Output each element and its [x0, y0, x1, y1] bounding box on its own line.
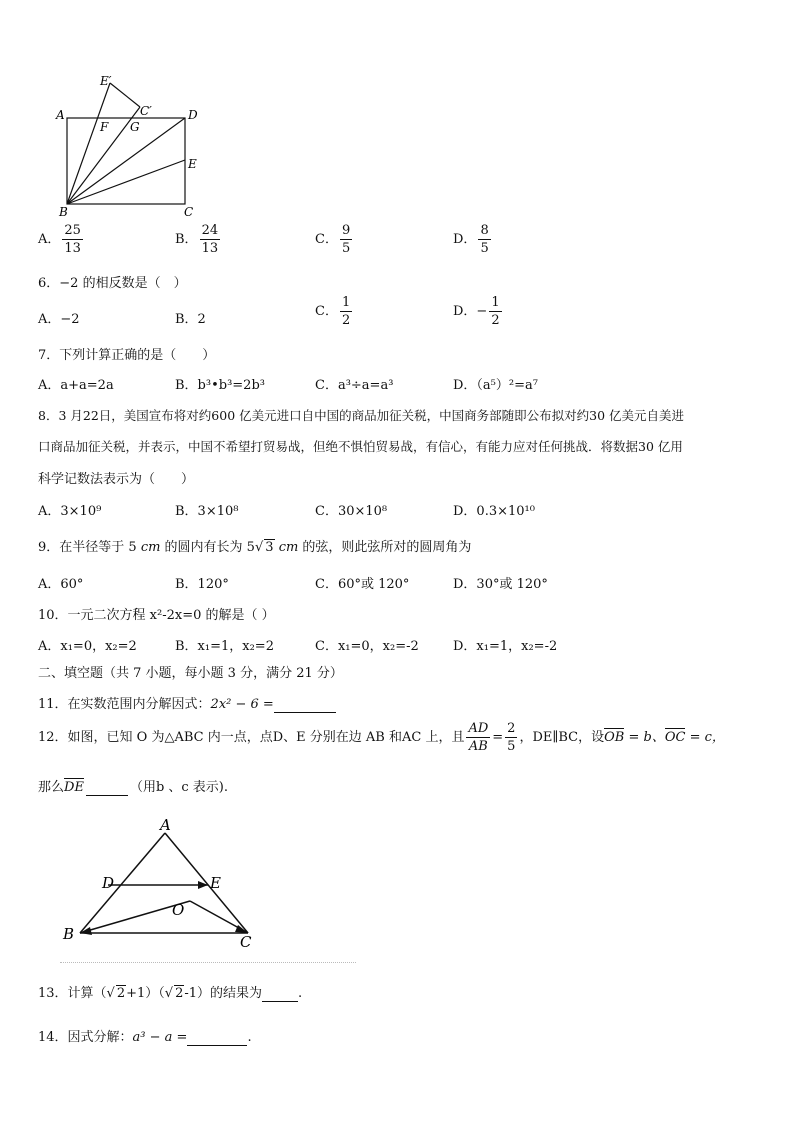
- answer-blank[interactable]: [86, 780, 128, 796]
- label-b: B: [63, 925, 75, 943]
- q8-option-c: C．30×10⁸: [315, 504, 388, 519]
- q6-option-a: A．−2: [38, 312, 80, 327]
- q7-option-a: A．a+a=2a: [38, 378, 114, 393]
- q10-option-d: D．x₁=1，x₂=-2: [453, 639, 558, 654]
- fraction-two-fifths: $\frac{2}{5}$: [507, 721, 516, 754]
- sqrt-sign: √: [164, 986, 174, 1001]
- fraction: $\frac{25}{13}$: [64, 223, 81, 256]
- fraction: $\frac{1}{2}$: [491, 295, 500, 328]
- answer-blank[interactable]: [274, 697, 336, 713]
- label-g: G: [130, 120, 140, 134]
- label-b: B: [59, 205, 68, 219]
- fraction: $\frac{1}{2}$: [341, 295, 351, 328]
- q9-option-d: D．30°或 120°: [453, 577, 548, 592]
- q8-option-d: D．0.3×10¹⁰: [453, 504, 535, 519]
- sqrt-sign: √: [254, 540, 264, 555]
- q6-stem: 6．−2 的相反数是（ ）: [38, 276, 187, 291]
- q5-option-d: D． $\frac{8}{5}$: [453, 223, 489, 256]
- q8-line3: 科学记数法表示为（ ）: [38, 472, 195, 487]
- fraction: $\frac{24}{13}$: [201, 223, 219, 256]
- q9-option-a: A．60°: [38, 577, 84, 592]
- sqrt-sign: √: [106, 986, 115, 1001]
- triangle-vector-figure: [60, 815, 270, 950]
- q13-stem: 13．计算（√ 2+1）（√ 2-1）的结果为 .: [38, 986, 303, 1001]
- label-c: C: [184, 205, 194, 219]
- q6-option-c: C． $\frac{1}{2}$: [315, 295, 351, 328]
- q10-option-c: C．x₁=0，x₂=-2: [315, 639, 419, 654]
- label-c: C: [240, 933, 252, 950]
- label-e: E: [188, 157, 197, 171]
- label-e-prime: E′: [100, 74, 112, 88]
- q8-line2: 口商品加征关税，并表示，中国不希望打贸易战，但绝不惧怕贸易战，有信心，有能力应对任何挑战．将数据30 亿用: [38, 439, 683, 454]
- q10-stem: 10．一元二次方程 x²-2x=0 的解是（ ）: [38, 608, 275, 623]
- label-a: A: [56, 108, 65, 122]
- q12-line2: 那么DE （用b 、c 表示).: [38, 780, 229, 795]
- label-a: A: [160, 816, 171, 834]
- section-title: 二、填空题（共 7 小题，每小题 3 分，满分 21 分）: [38, 666, 343, 681]
- q6-option-d: D．− $\frac{1}{2}$: [453, 295, 500, 328]
- q10-option-b: B．x₁=1，x₂=2: [175, 639, 274, 654]
- fraction-ad-ab: $\frac{AD}{AB}$: [468, 721, 489, 754]
- q7-stem: 7．下列计算正确的是（ ）: [38, 348, 216, 363]
- q8-option-b: B．3×10⁸: [175, 504, 239, 519]
- q7-option-b: B．b³•b³=2b³: [175, 378, 265, 393]
- q5-option-c: C． $\frac{9}{5}$: [315, 223, 351, 256]
- q7-option-c: C．a³÷a=a³: [315, 378, 394, 393]
- q8-option-a: A．3×10⁹: [38, 504, 102, 519]
- label-o: O: [172, 901, 185, 919]
- answer-blank[interactable]: [262, 986, 298, 1002]
- divider: [60, 962, 356, 963]
- q8-line1: 8．3 月22日，美国宣布将对约600 亿美元进口自中国的商品加征关税，中国商务部随即公布拟对约30 亿美元自美进: [38, 408, 684, 423]
- q9-option-c: C．60°或 120°: [315, 577, 410, 592]
- fraction: $\frac{9}{5}$: [341, 223, 351, 256]
- q5-option-a: A． $\frac{25}{13}$: [38, 223, 81, 256]
- q10-option-a: A．x₁=0，x₂=2: [38, 639, 137, 654]
- q14-stem: 14．因式分解：a³ − a = .: [38, 1030, 252, 1045]
- q9-option-b: B．120°: [175, 577, 229, 592]
- q7-option-d: D．（a⁵）²=a⁷: [453, 378, 538, 393]
- q11-stem: 11．在实数范围内分解因式：2x² − 6 =: [38, 693, 336, 713]
- q6-option-b: B．2: [175, 312, 206, 327]
- answer-blank[interactable]: [187, 1030, 247, 1046]
- fraction: $\frac{8}{5}$: [480, 223, 489, 256]
- q9-stem: 9．在半径等于 5 cm 的圆内有长为 5√ 3 cm 的弦，则此弦所对的圆周角为: [38, 540, 472, 555]
- rectangle-fold-figure: [50, 70, 210, 220]
- label-d: D: [188, 108, 198, 122]
- label-e: E: [210, 874, 221, 892]
- q12-stem: 12．如图，已知 O 为△ABC 内一点，点D、E 分别在边 AB 和AC 上，且 $\frac{AD}{AB}$ = $\frac{2}{5}$ ，DE∥BC，设OB = b、OC = c，: [38, 721, 725, 754]
- label-f: F: [100, 120, 109, 134]
- label-d: D: [102, 874, 115, 892]
- label-c-prime: C′: [140, 104, 152, 118]
- q5-option-b: B． $\frac{24}{13}$: [175, 223, 219, 256]
